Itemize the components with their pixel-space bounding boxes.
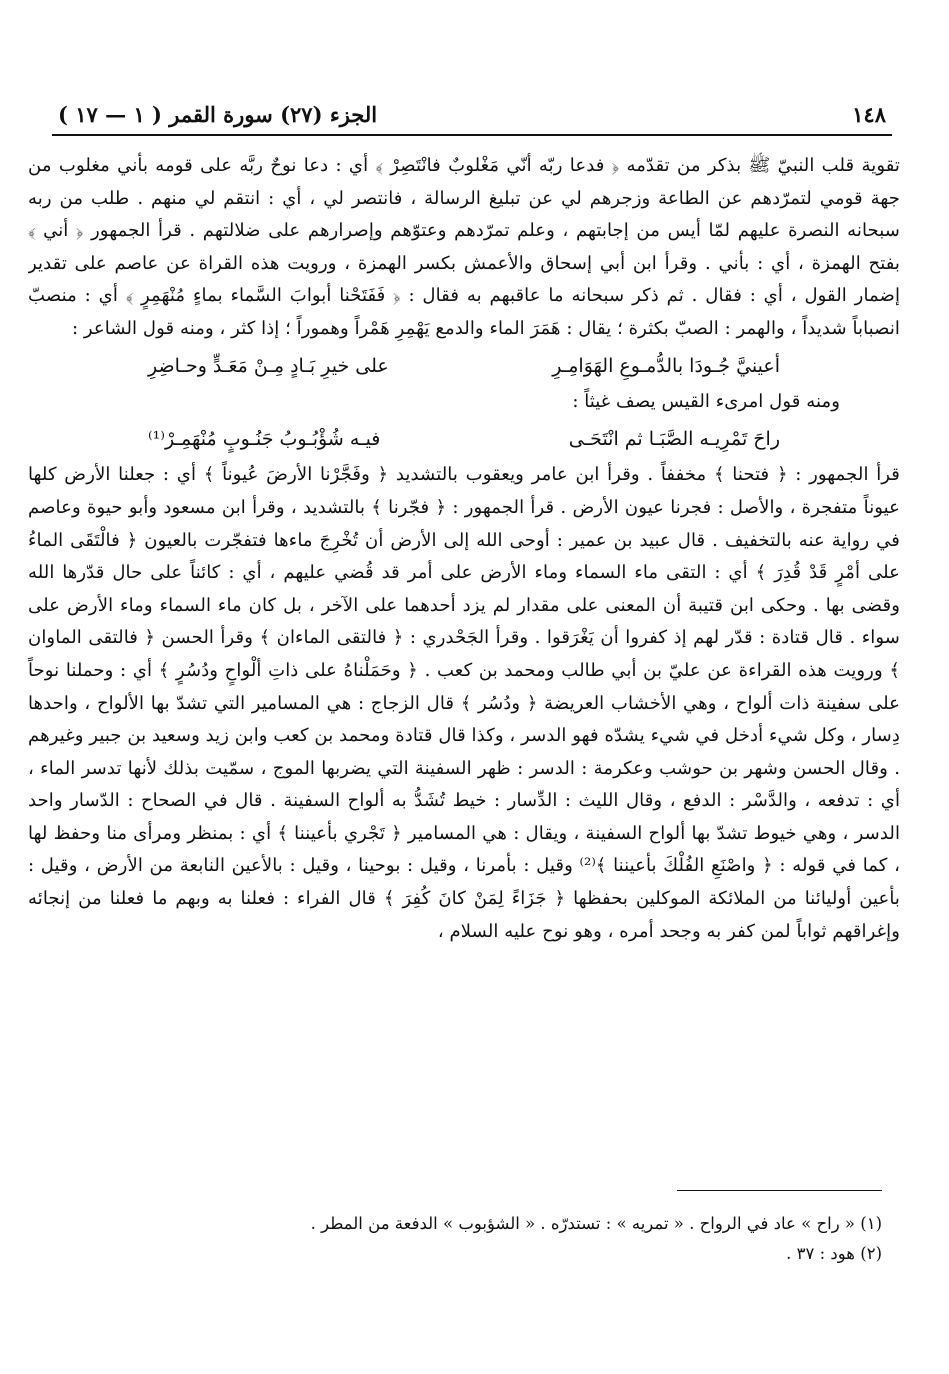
poem-verse-2 <box>148 423 780 456</box>
running-title: الجزء (٢٧) سورة القمر ( ١ — ١٧ ) <box>58 102 378 127</box>
footnote-rule <box>677 1190 882 1191</box>
header-rule <box>52 134 892 136</box>
verse-2-first-hemistich: راحَ تَمْرِيـه الصَّبَـا ثم انْتَحَـى <box>568 427 780 450</box>
footnote-2: (٢) هود : ٣٧ . <box>786 1244 882 1263</box>
verse-1-second-hemistich: على خيرِ بَـادٍ مِـنْ مَعَـدٍّ وحـاضِرِ <box>148 354 389 377</box>
poem-verse-1 <box>148 350 780 383</box>
page-number: ١٤٨ <box>852 102 886 127</box>
page-header <box>52 100 892 136</box>
verse-2-second-hemistich: فيـه شُؤْبُـوبُ جَنُـوبٍ مُنْهَمِـرْ⁽¹⁾ <box>148 427 381 450</box>
verse-1-first-hemistich: أعينيَّ جُـودَا بالدُّمـوعِ الهَوَامِـرِ <box>552 354 780 377</box>
page-body <box>28 150 900 1200</box>
footnotes <box>60 1190 882 1269</box>
paragraph-1: تقوية قلب النبيّ ﷺ بذكر من تقدّمه ﴿ فدعا ربّه أنّي مَغْلوبٌ فانْتَصِرْ ﴾ أي : دعا نوحٌ ربَّه على قومه بأني مغلوب من جهة قومي لتمرّدهم عن الطاعة وزجرهم لي عن تبليغ الرسالة ، فانتصر لي ، أي : انتقم لي منهم . طلب من ربه سبحانه النصرة عليهم لمّا أيس من إجابتهم ، وعلم تمرّدهم وعتوّهم وإصرارهم على ضلالتهم . قرأ الجمهور ﴿ أني ﴾ بفتح الهمزة ، أي : بأني . وقرأ ابن أبي إسحاق والأعمش بكسر الهمزة ، ورويت هذه القراة عن عاصم على تقدير إضمار القول ، أي : فقال . ثم ذكر سبحانه ما عاقبهم به فقال : ﴿ فَفَتَحْنا أبوابَ السَّماء بماءٍ مُنْهَمِرٍ ﴾ أي : منصبّ انصباباً شديداً ، والهمر : الصبّ بكثرة ؛ يقال : هَمَرَ الماء والدمع يَهْمِرِ هَمْراً وهموراً ؛ إذا كثر ، ومنه قول الشاعر : <box>28 155 900 339</box>
paragraph-2: قرأ الجمهور : ﴿ فتحنا ﴾ مخففاً . وقرأ ابن عامر ويعقوب بالتشديد ﴿ وفَجَّرْنا الأرضَ عُيوناً ﴾ أي : جعلنا الأرض كلها عيوناً متفجرة ، والأصل : فجرنا عيون الأرض . قرأ الجمهور : ﴿ فجّرنا ﴾ بالتشديد ، وقرأ ابن مسعود وأبو حيوة وعاصم في رواية عنه بالتخفيف . قال عبيد بن عمير : أوحى الله إلى الأرض أن تُخْرِجَ ماءها فتفجّرت بالعيون ﴿ فالْتَقَى الماءُ على أمْرٍ قَدْ قُدِرَ ﴾ أي : التقى ماء السماء وماء الأرض على أمر قد قُضي عليهم ، أي : كائناً على حال قدّرها الله وقضى بها . وحكى ابن قتيبة أن المعنى على مقدار لم يزد أحدهما على الآخر ، بل كان ماء السماء وماء الأرض على سواء . قال قتادة : قدّر لهم إذ كفروا أن يَغْرَقوا . وقرأ الجَحْدري : ﴿ فالتقى الماءان ﴾ وقرأ الحسن ﴿ فالتقى الماوان ﴾ ورويت هذه القراءة عن عليّ بن أبي طالب ومحمد بن كعب . ﴿ وحَمَلْناهُ على ذاتِ ألْواحٍ ودُسُرٍ ﴾ أي : وحملنا نوحاً على سفينة ذات ألواح ، وهي الأخشاب العريضة ﴿ ودُسُر ﴾ قال الزجاج : هي المسامير التي تشدّ بها الألواح ، واحدها دِسار ، وكل شيء أدخل في شيء يشدّه فهو الدسر ، وكذا قال قتادة ومحمد بن كعب وابن زيد وسعيد بن جبير وغيرهم . وقال الحسن وشهر بن حوشب وعكرمة : الدسر : ظهر السفينة التي يضربها الموج ، سمّيت بذلك لأنها تدسر الماء ، أي : تدفعه ، والدَّسْر : الدفع ، وقال الليث : الدِّسار : خيط تُشَدُّ به ألواح السفينة . قال في الصحاح : الدّسار واحد الدسر ، وهي خيوط تشدّ بها ألواح السفينة ، ويقال : هي المسامير ﴿ تَجْري بأعيننا ﴾ أي : بمنظر ومرأى منا وحفظ لها ، كما في قوله : ﴿ واصْنَعِ الفُلْكَ بأعيننا ﴾⁽²⁾ وقيل : بأمرنا ، وقيل : بوحينا ، وقيل : بالأعين النابعة من الأرض ، وقيل : بأعين أوليائنا من الملائكة الموكلين بحفظها ﴿ جَزَاءً لِمَنْ كانَ كُفِرَ ﴾ قال الفراء : فعلنا به وبهم ما فعلنا من إنجائه وإغراقهم ثواباً لمن كفر به وجحد أمره ، وهو نوح عليه السلام ، <box>28 464 900 942</box>
poem-intro: ومنه قول امرىء القيس يصف غيثاً : <box>572 391 840 413</box>
footnote-1: (١) « راح » عاد في الرواح . « تمريه » : تستدرّه . « الشؤبوب » الدفعة من المطر . <box>310 1214 882 1233</box>
